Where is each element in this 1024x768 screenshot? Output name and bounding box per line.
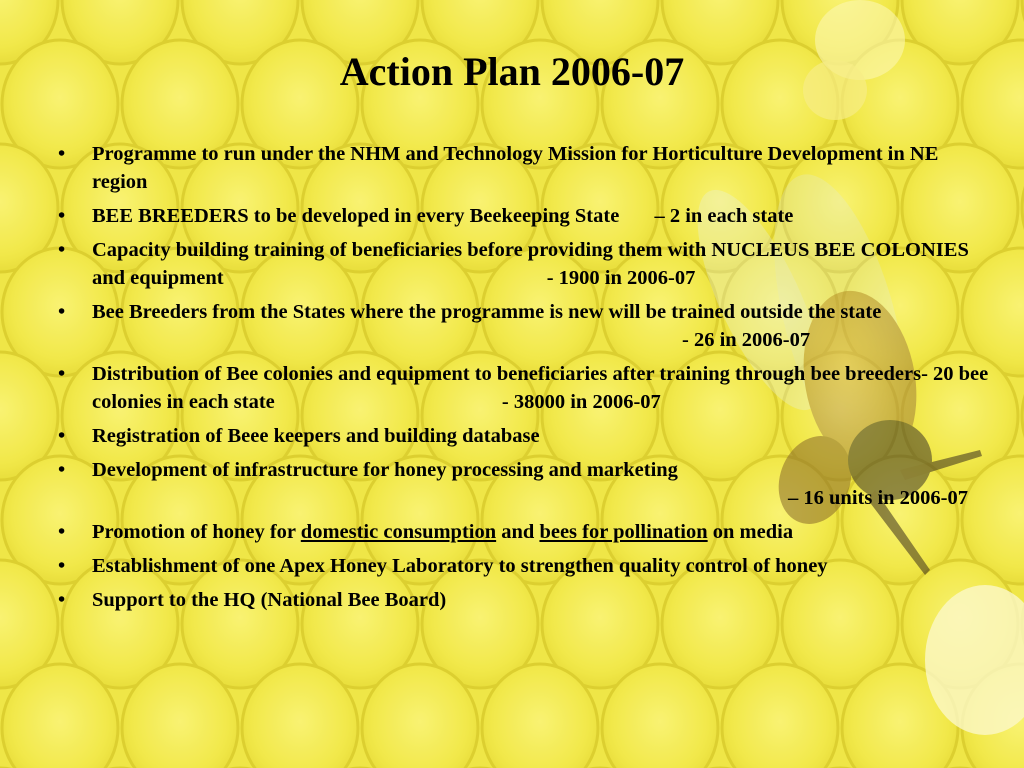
bullet-text: Bee Breeders from the States where the programme is new will be trained outside the state [92, 301, 882, 323]
bullet-note: - 26 in 2006-07 [682, 329, 811, 351]
bullet-text: Development of infrastructure for honey processing and marketing [92, 459, 678, 481]
bullet-note: – 16 units in 2006-07 [788, 487, 968, 509]
list-item [56, 422, 996, 450]
bullet-text: Capacity building training of beneficiaries before providing them with NUCLEUS BEE COLONIES and equipment [92, 239, 969, 289]
slide-title: Action Plan 2006-07 [339, 49, 685, 94]
list-item [56, 586, 996, 614]
bullet-text-pre: Promotion of honey for [92, 521, 296, 543]
list-item [56, 456, 996, 512]
bullet-text: Support to the HQ (National Bee Board) [92, 589, 447, 611]
bullet-list [56, 140, 996, 620]
bullet-text: Registration of Beee keepers and building database [92, 425, 540, 447]
bullet-note: - 1900 in 2006-07 [546, 267, 696, 289]
bees-for-pollination-link[interactable]: bees for pollination [539, 521, 708, 543]
bullet-text: Programme to run under the NHM and Technology Mission for Horticulture Development in NE region [92, 143, 939, 193]
list-item [56, 236, 996, 292]
bullet-text: Distribution of Bee colonies and equipment to beneficiaries after training through bee breeders- 20 bee colonies in each state [92, 363, 989, 413]
list-item [56, 140, 996, 196]
list-item [56, 202, 996, 230]
list-item [56, 360, 996, 416]
bullet-text: Establishment of one Apex Honey Laboratory to strengthen quality control of honey [92, 555, 828, 577]
domestic-consumption-link[interactable]: domestic consumption [300, 521, 497, 543]
bullet-text-post: on media [712, 521, 794, 543]
list-item [56, 298, 996, 354]
bullet-text: BEE BREEDERS to be developed in every Beekeeping State [92, 205, 620, 227]
list-item [56, 552, 996, 580]
bullet-note: – 2 in each state [654, 205, 794, 227]
bullet-text-mid: and [501, 521, 535, 543]
bullet-note: - 38000 in 2006-07 [501, 391, 661, 413]
list-item [56, 518, 996, 546]
